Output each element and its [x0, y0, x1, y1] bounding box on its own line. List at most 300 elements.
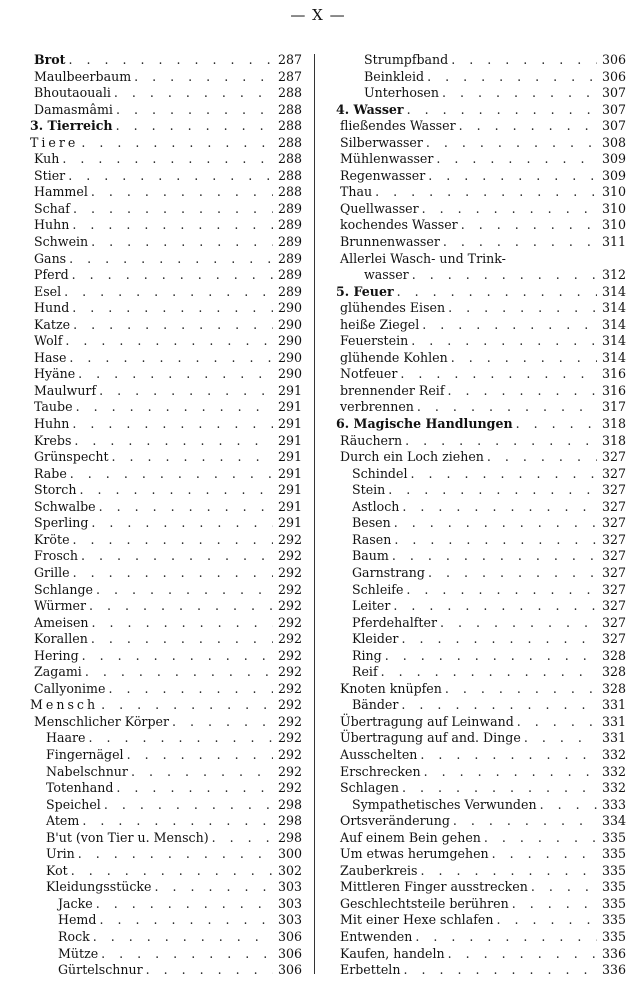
index-entry: [30, 598, 302, 615]
index-entry-label: Hammel: [34, 184, 88, 200]
index-entry-page: 291: [277, 382, 302, 398]
index-entry-label: Beinkleid: [364, 68, 425, 84]
index-entry-page: 288: [277, 118, 302, 134]
index-entry-label: Entwenden: [340, 928, 413, 944]
index-entry-page: 292: [277, 631, 302, 647]
index-entry-page: 292: [277, 598, 302, 614]
index-entry-page: 292: [277, 680, 302, 696]
index-entry-label: Mütze: [58, 945, 99, 961]
index-entry: [30, 863, 302, 880]
dot-leader: [96, 582, 273, 599]
dot-leader: [401, 631, 597, 648]
index-entry-page: 306: [277, 962, 302, 978]
index-entry: [336, 85, 626, 102]
index-entry: [30, 284, 302, 301]
index-entry-label: Brot: [34, 52, 66, 67]
dot-leader: [445, 681, 597, 698]
index-entry-page: 332: [601, 746, 626, 762]
index-entry: [30, 697, 302, 714]
dot-leader: [73, 565, 273, 582]
index-entry: [30, 499, 302, 516]
dot-leader: [448, 946, 597, 963]
index-entry-page: 316: [601, 366, 626, 382]
index-entry: [336, 366, 626, 383]
index-entry-label: Krebs: [34, 432, 72, 448]
index-entry: [336, 830, 626, 847]
index-entry-page: 291: [277, 449, 302, 465]
index-entry: [336, 383, 626, 400]
index-entry-label: Grünspecht: [34, 449, 109, 465]
dot-leader: [417, 399, 597, 416]
index-entry-label: Menschlicher Körper: [34, 713, 169, 729]
dot-leader: [442, 85, 597, 102]
dot-leader: [131, 764, 273, 781]
dot-leader: [99, 383, 273, 400]
index-entry-page: 307: [601, 118, 626, 134]
dot-leader: [91, 184, 273, 201]
dot-leader: [381, 664, 597, 681]
dot-leader: [410, 466, 597, 483]
index-entry-label: Urin: [46, 846, 75, 862]
dot-leader: [78, 846, 273, 863]
index-entry: [30, 780, 302, 797]
index-entry-page: 307: [601, 85, 626, 101]
index-entry-page: 327: [601, 598, 626, 614]
dot-leader: [91, 631, 273, 648]
index-entry: [336, 946, 626, 963]
index-entry: [336, 234, 626, 251]
index-entry-page: 335: [601, 928, 626, 944]
index-entry: [336, 730, 626, 747]
index-entry-label: Huhn: [34, 416, 70, 432]
dot-leader: [424, 764, 597, 781]
index-entry: [30, 946, 302, 963]
index-entry: [336, 714, 626, 731]
index-entry-page: 327: [601, 482, 626, 498]
index-entry-page: 318: [601, 432, 626, 448]
index-entry: [336, 879, 626, 896]
index-entry: [30, 151, 302, 168]
index-entry-label: Damasmâmi: [34, 101, 113, 117]
index-entry: [30, 582, 302, 599]
index-entry-page: 327: [601, 564, 626, 580]
dot-leader: [517, 714, 597, 731]
index-entry-page: 327: [601, 531, 626, 547]
index-entry: [30, 168, 302, 185]
index-entry: [336, 648, 626, 665]
index-entry: [336, 499, 626, 516]
dot-leader: [394, 515, 597, 532]
index-entry: [30, 102, 302, 119]
index-entry: [30, 234, 302, 251]
dot-leader: [172, 714, 273, 731]
dot-leader: [112, 449, 273, 466]
index-entry-page: 314: [601, 283, 626, 299]
index-entry-page: 308: [601, 134, 626, 150]
index-entry-page: 314: [601, 349, 626, 365]
index-entry-label: Hase: [34, 349, 67, 365]
index-entry-label: Übertragung auf and. Dinge: [340, 730, 521, 746]
index-entry-label: Knoten knüpfen: [340, 680, 442, 696]
index-entry-label: 6. Magische Handlungen: [336, 416, 513, 432]
index-entry-label: Huhn: [34, 217, 70, 233]
index-entry-label: Maulbeerbaum: [34, 68, 132, 84]
index-entry-label: Reif: [352, 664, 378, 680]
dot-leader: [99, 912, 273, 929]
index-entry: [336, 300, 626, 317]
dot-leader: [451, 350, 597, 367]
index-entry: [30, 548, 302, 565]
index-entry: [30, 664, 302, 681]
index-entry: [336, 201, 626, 218]
index-entry-page: 336: [601, 962, 626, 978]
index-entry-label: fließendes Wasser: [340, 118, 456, 134]
dot-leader: [388, 482, 597, 499]
dot-leader: [496, 912, 597, 929]
dot-leader: [104, 797, 273, 814]
index-entry-page: 303: [277, 895, 302, 911]
index-entry: [336, 929, 626, 946]
index-entry-label: Korallen: [34, 631, 88, 647]
index-entry-page: 309: [601, 151, 626, 167]
dot-leader: [426, 135, 597, 152]
index-entry-label: Kleidungsstücke: [46, 879, 152, 895]
index-entry-label: Grille: [34, 564, 70, 580]
index-entry: [30, 85, 302, 102]
index-entry-page: 292: [277, 664, 302, 680]
dot-leader: [62, 151, 273, 168]
index-entry-page: 292: [277, 713, 302, 729]
index-entry-page: 335: [601, 879, 626, 895]
index-entry-label: Übertragung auf Leinwand: [340, 713, 514, 729]
index-entry-label: Schwein: [34, 234, 89, 250]
dot-leader: [73, 201, 273, 218]
dot-leader: [91, 515, 273, 532]
index-entry: [30, 615, 302, 632]
index-entry: [336, 912, 626, 929]
index-entry-label: glühendes Eisen: [340, 300, 446, 316]
dot-leader: [212, 830, 273, 847]
index-entry-page: 291: [277, 515, 302, 531]
dot-leader: [114, 85, 273, 102]
index-entry: [30, 466, 302, 483]
index-entry: [30, 449, 302, 466]
index-entry-page: 291: [277, 498, 302, 514]
index-entry-page: 328: [601, 664, 626, 680]
index-entry-page: 288: [277, 85, 302, 101]
index-entry: [30, 681, 302, 698]
index-entry-label: Feuerstein: [340, 333, 409, 349]
index-entry-label: Pferdehalfter: [352, 614, 437, 630]
index-entry-page: 306: [277, 945, 302, 961]
index-entry: [336, 350, 626, 367]
index-entry: [336, 681, 626, 698]
index-entry: [30, 350, 302, 367]
index-entry: [336, 631, 626, 648]
index-entry: [336, 399, 626, 416]
index-entry-label: Haare: [46, 730, 86, 746]
dot-leader: [392, 548, 597, 565]
index-entry-page: 292: [277, 564, 302, 580]
index-entry-label: Sympathetisches Verwunden: [352, 796, 537, 812]
index-entry-page: 289: [277, 267, 302, 283]
index-entry-page: 312: [601, 267, 626, 283]
dot-leader: [89, 598, 273, 615]
index-entry: [336, 69, 626, 86]
index-entry: [30, 52, 302, 69]
index-entry-page: 327: [601, 515, 626, 531]
index-entry: [30, 813, 302, 830]
index-entry-label: Jacke: [58, 895, 93, 911]
index-entry: [336, 416, 626, 433]
index-entry-label: Gürtelschnur: [58, 962, 143, 978]
index-entry-page: 290: [277, 316, 302, 332]
index-entry-label: Würmer: [34, 598, 86, 614]
index-entry-page: 288: [277, 101, 302, 117]
index-entry: [30, 399, 302, 416]
index-entry-page: 291: [277, 416, 302, 432]
index-entry: [336, 615, 626, 632]
index-entry-label: Mühlenwasser: [340, 151, 434, 167]
index-entry-label: Bhoutaouali: [34, 85, 111, 101]
index-entry-page: 335: [601, 895, 626, 911]
index-entry: [336, 565, 626, 582]
dot-leader: [385, 648, 597, 665]
dot-leader: [73, 532, 273, 549]
index-entry-label: Quellwasser: [340, 200, 419, 216]
index-entry: [336, 863, 626, 880]
index-entry-page: 292: [277, 581, 302, 597]
index-entry: [30, 333, 302, 350]
index-entry: [30, 648, 302, 665]
dot-leader: [459, 118, 597, 135]
index-entry-page: 314: [601, 333, 626, 349]
index-entry: [30, 201, 302, 218]
dot-leader: [116, 102, 273, 119]
index-entry: [30, 300, 302, 317]
index-entry: [30, 317, 302, 334]
index-entry: [336, 896, 626, 913]
index-entry-page: 310: [601, 217, 626, 233]
index-entry-label: Kröte: [34, 531, 70, 547]
dot-leader: [70, 466, 273, 483]
dot-leader: [72, 217, 273, 234]
page-number-header: — X —: [290, 6, 346, 24]
dot-leader: [461, 217, 597, 234]
index-entry-page: 332: [601, 780, 626, 796]
dot-leader: [422, 201, 597, 218]
index-entry: [30, 366, 302, 383]
index-entry-page: 310: [601, 200, 626, 216]
dot-leader: [393, 598, 597, 615]
index-entry: [336, 532, 626, 549]
index-entry: [336, 813, 626, 830]
index-entry-page: 303: [277, 879, 302, 895]
index-entry-label: Taube: [34, 399, 73, 415]
index-entry: [336, 962, 626, 979]
index-entry: [336, 697, 626, 714]
dot-leader: [407, 102, 597, 119]
index-entry-label: Astloch: [352, 498, 400, 514]
index-entry-label: glühende Kohlen: [340, 349, 448, 365]
index-entry-label: Zagami: [34, 664, 82, 680]
index-entry: [336, 582, 626, 599]
dot-leader: [101, 697, 273, 714]
index-entry-label: Schindel: [352, 465, 408, 481]
index-entry-label: Ameisen: [34, 614, 89, 630]
index-entry-page: 335: [601, 912, 626, 928]
dot-leader: [155, 879, 274, 896]
index-entry-page: 335: [601, 846, 626, 862]
index-entry-page: 287: [277, 52, 302, 67]
index-entry-page: 303: [277, 912, 302, 928]
dot-leader: [397, 284, 597, 301]
dot-leader: [484, 830, 597, 847]
dot-leader: [375, 184, 597, 201]
index-entry-label: Mensch: [30, 697, 99, 713]
index-entry-label: Callyonime: [34, 680, 106, 696]
index-entry: [336, 102, 626, 119]
index-entry-label: Katze: [34, 316, 71, 332]
index-entry-label: Kuh: [34, 151, 60, 167]
index-entry-page: 314: [601, 316, 626, 332]
index-entry: [30, 730, 302, 747]
index-entry-label: Besen: [352, 515, 391, 531]
index-entry-label: Pferd: [34, 267, 69, 283]
index-entry-label: Ausschelten: [340, 746, 418, 762]
index-entry-page: 335: [601, 862, 626, 878]
dot-leader: [428, 565, 597, 582]
index-entry-label: Garnstrang: [352, 564, 425, 580]
index-entry-page: 328: [601, 680, 626, 696]
index-entry-page: 298: [277, 829, 302, 845]
index-entry-label: Unterhosen: [364, 85, 439, 101]
index-entry-page: 309: [601, 167, 626, 183]
dot-leader: [72, 416, 273, 433]
index-entry-page: 327: [601, 449, 626, 465]
dot-leader: [82, 648, 273, 665]
column-divider: [314, 54, 315, 974]
index-entry-label: Hund: [34, 300, 70, 316]
index-entry-label: Mit einer Hexe schlafen: [340, 912, 494, 928]
index-entry-label: Kaufen, handeln: [340, 945, 445, 961]
index-entry-page: 287: [277, 68, 302, 84]
index-entry-label: Rabe: [34, 465, 67, 481]
index-entry: [336, 797, 626, 814]
index-entry-page: 288: [277, 167, 302, 183]
index-entry-label: Schlagen: [340, 780, 399, 796]
dot-leader: [91, 234, 273, 251]
index-entry: [30, 764, 302, 781]
index-entry: [336, 598, 626, 615]
index-entry: [30, 565, 302, 582]
index-entry-page: 306: [277, 928, 302, 944]
dot-leader: [82, 813, 273, 830]
dot-leader: [531, 879, 597, 896]
index-entry-page: 292: [277, 780, 302, 796]
dot-leader: [524, 730, 597, 747]
dot-leader: [68, 168, 273, 185]
index-entry-page: 291: [277, 399, 302, 415]
dot-leader: [402, 780, 597, 797]
index-entry: [336, 846, 626, 863]
dot-leader: [74, 433, 273, 450]
index-entry: [30, 962, 302, 979]
index-entry-page: 289: [277, 200, 302, 216]
dot-leader: [405, 433, 597, 450]
index-entry-page: 311: [601, 234, 626, 250]
index-entry-page: 327: [601, 614, 626, 630]
index-entry-page: 290: [277, 333, 302, 349]
dot-leader: [99, 499, 273, 516]
dot-leader: [428, 168, 597, 185]
index-entry-page: 292: [277, 697, 302, 713]
index-entry-label: Leiter: [352, 598, 391, 614]
index-entry-page: 292: [277, 746, 302, 762]
index-entry-page: 300: [277, 846, 302, 862]
index-entry-label: heiße Ziegel: [340, 316, 420, 332]
index-entry: [30, 747, 302, 764]
index-entry-label: Zauberkreis: [340, 862, 418, 878]
index-entry-page: 291: [277, 432, 302, 448]
index-entry-page: 328: [601, 647, 626, 663]
index-entry: [336, 317, 626, 334]
index-entry-page: 298: [277, 796, 302, 812]
dot-leader: [116, 118, 273, 135]
index-entry-label: Notfeuer: [340, 366, 398, 382]
index-entry: [30, 879, 302, 896]
dot-leader: [401, 697, 597, 714]
index-entry-label: 3. Tierreich: [30, 118, 113, 134]
index-entry: [30, 830, 302, 847]
index-entry: [30, 184, 302, 201]
index-entry: [30, 118, 302, 135]
index-entry-label: Sperling: [34, 515, 89, 531]
index-entry: [336, 747, 626, 764]
index-entry: [30, 383, 302, 400]
index-entry-label: Geschlechtsteile berühren: [340, 895, 509, 911]
index-entry-label: Räuchern: [340, 432, 403, 448]
index-entry-label: kochendes Wasser: [340, 217, 458, 233]
dot-leader: [512, 896, 597, 913]
index-entry-page: 327: [601, 498, 626, 514]
index-entry-label: Brunnenwasser: [340, 234, 440, 250]
index-entry: [30, 846, 302, 863]
dot-leader: [400, 366, 597, 383]
index-entry: [30, 896, 302, 913]
index-entry-label: Tiere: [30, 134, 79, 150]
index-entry: [30, 251, 302, 268]
index-entry-label: brennender Reif: [340, 382, 445, 398]
dot-leader: [451, 52, 597, 69]
index-entry-page: 290: [277, 366, 302, 382]
dot-leader: [427, 69, 597, 86]
index-entry: [336, 780, 626, 797]
index-entry-label: Hering: [34, 647, 79, 663]
dot-leader: [93, 929, 273, 946]
index-entry-page: 335: [601, 829, 626, 845]
dot-leader: [108, 681, 273, 698]
index-entry: [336, 764, 626, 781]
dot-leader: [85, 664, 273, 681]
index-entry-label: Fingernägel: [46, 746, 124, 762]
dot-leader: [101, 946, 273, 963]
index-entry-page: 331: [601, 697, 626, 713]
index-entry-page: 331: [601, 713, 626, 729]
index-entry: [30, 69, 302, 86]
index-entry: [30, 797, 302, 814]
index-entry-label: Stein: [352, 482, 386, 498]
